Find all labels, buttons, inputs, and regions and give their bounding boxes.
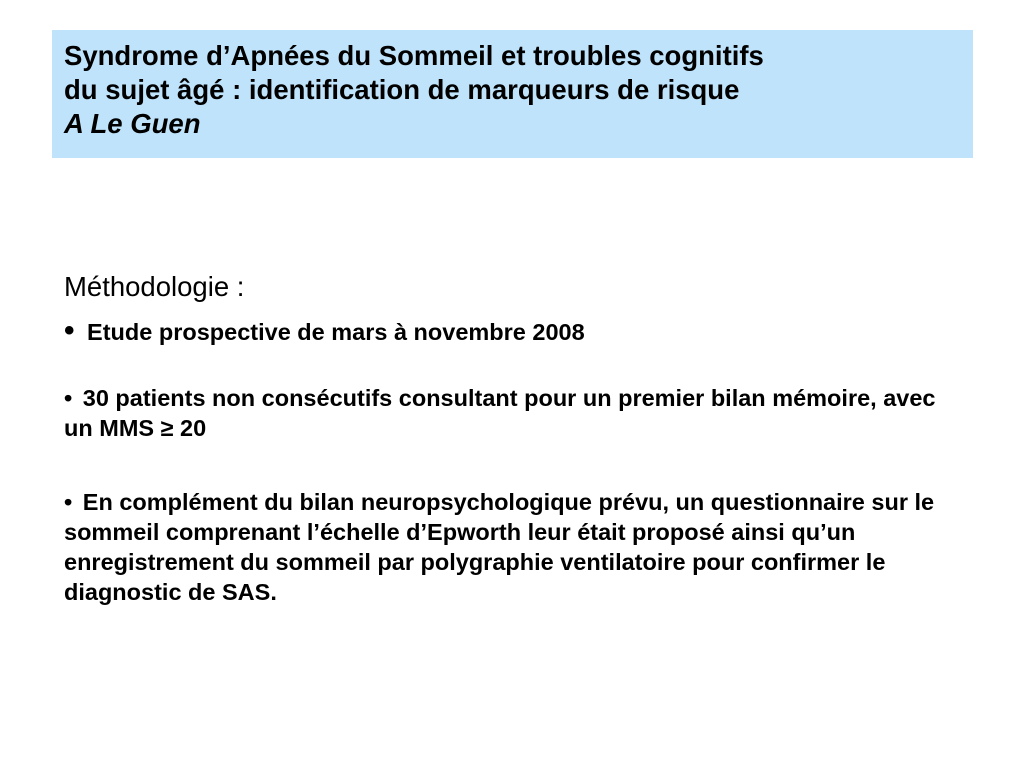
bullet-item-patients [64,383,964,443]
bullet-icon: • [64,489,73,515]
slide-content [64,270,964,607]
section-heading: Méthodologie : [64,271,245,302]
bullet-text: En complément du bilan neuropsychologique prévu, un questionnaire sur le sommeil comprenant l’échelle d’Epworth leur était proposé ainsi qu’un enregistrement du sommeil par polygraphie ventilatoire pour confirmer le diagnostic de SAS. [64,489,935,605]
bullet-icon: • [64,314,75,347]
bullet-icon: • [64,385,73,411]
bullet-item-protocol [64,487,964,607]
slide-title-line-2: du sujet âgé : identification de marqueurs de risque [64,74,740,105]
bullet-text: 30 patients non consécutifs consultant pour un premier bilan mémoire, avec un MMS ≥ 20 [64,385,936,441]
slide-author: A Le Guen [64,108,201,139]
slide-title-box [52,30,973,158]
bullet-item-study [64,316,964,347]
bullet-text: Etude prospective de mars à novembre 2008 [87,319,585,345]
slide-title-line-1: Syndrome d’Apnées du Sommeil et troubles cognitifs [64,40,764,71]
